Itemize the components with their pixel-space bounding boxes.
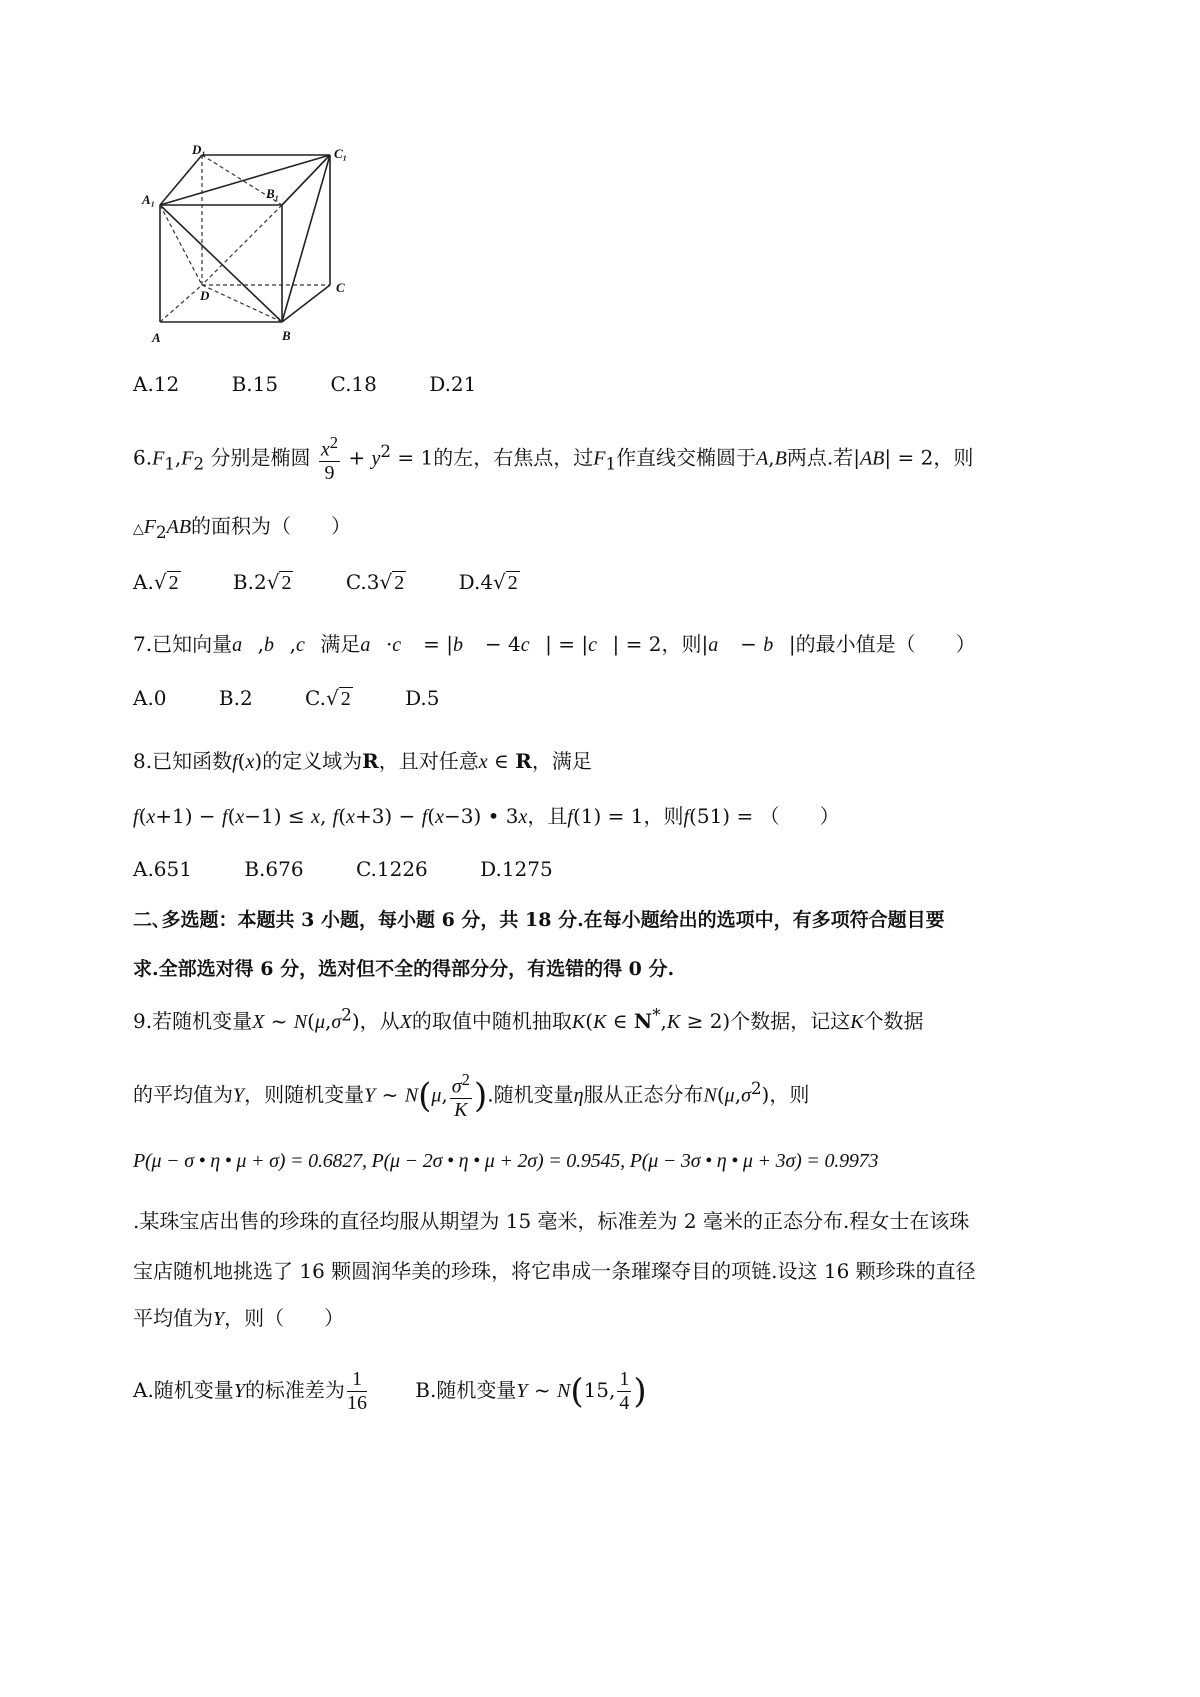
q8-line2: f(x+1) − f(x−1) ≤ x, f(x+3) − f(x−3) • 3x，且f(1) = 1，则f(51) = （ ） bbox=[133, 804, 840, 828]
cube-figure bbox=[140, 142, 370, 350]
q8-option-d[interactable]: D.1275 bbox=[480, 857, 553, 881]
ellipse-fraction: $\frac{x^2}{9}$ bbox=[320, 432, 339, 485]
label-C1: C₁ bbox=[334, 146, 348, 161]
q6-text-5: ，则 bbox=[933, 445, 974, 470]
q6-text-1: 分别是椭圆 bbox=[210, 445, 311, 470]
q6-text-2: 的左，右焦点，过 bbox=[433, 445, 594, 470]
label-C: C bbox=[336, 280, 345, 295]
q9-line3: P(μ − σ • η • μ + σ) = 0.6827, P(μ − 2σ • η • μ + 2σ) = 0.9545, P(μ − 3σ • η • μ + 3σ) = 0.9973 bbox=[133, 1150, 879, 1172]
q8-stem: 8.已知函数f(x)的定义域为R，且对任意x ∈ R，满足 bbox=[133, 749, 592, 773]
q5-option-d[interactable]: D.21 bbox=[429, 372, 477, 396]
q9-line1: 9.若随机变量X ~ $N(\mu,\sigma^2)$，从X的取值中随机抽取K(K ∈ N*,K ≥ 2)个数据，记这K个数据 bbox=[133, 1005, 924, 1033]
section2-line1: 二､多选题：本题共 3 小题，每小题 6 分，共 18 分.在每小题给出的选项中，有多项符合题目要 bbox=[133, 909, 945, 931]
q8-option-c[interactable]: C.1226 bbox=[355, 857, 428, 881]
q6-text-4: 两点.若 bbox=[786, 445, 854, 470]
q7-stem: 7.已知向量a⃗,b⃗,c⃗满足a⃗·c⃗ = |b⃗ − 4c⃗| = |c⃗| = 2，则|a⃗ − b⃗|的最小值是（ ） bbox=[133, 632, 976, 656]
q8-option-a[interactable]: A.651 bbox=[133, 857, 192, 881]
q6-number: 6. bbox=[133, 445, 153, 470]
label-A1: A₁ bbox=[142, 192, 156, 207]
q8-option-b[interactable]: B.676 bbox=[244, 857, 304, 881]
q9-option-a[interactable]: A.随机变量Y的标准差为 $\frac{1}{16}$ bbox=[133, 1368, 367, 1414]
q9-line4: .某珠宝店出售的珍珠的直径均服从期望为 15 毫米，标准差为 2 毫米的正态分布.程女士在该珠 bbox=[133, 1209, 970, 1233]
q7-option-a[interactable]: A.0 bbox=[133, 686, 167, 710]
q7-option-c[interactable]: C.√ 2 bbox=[305, 686, 351, 710]
q6-line2: $\triangle F_2AB$的面积为（ ） bbox=[133, 514, 352, 542]
q5-option-a[interactable]: A.12 bbox=[133, 372, 180, 396]
q8-options bbox=[133, 857, 599, 881]
q5-option-c[interactable]: C.18 bbox=[330, 372, 377, 396]
q5-options bbox=[133, 372, 522, 396]
q6-option-d[interactable]: D.4√ 2 bbox=[458, 570, 518, 594]
q6-option-a[interactable]: A.√ 2 bbox=[133, 570, 179, 594]
q9-line2: 的平均值为Y，则随机变量Y ~ N(μ, $\frac{\sigma^2}{K}$ ).随机变量η服从正态分布$N(\mu,\sigma^2)$，则 bbox=[133, 1069, 810, 1122]
q9-option-b[interactable]: B.随机变量Y ~ N(15, $\frac{1}{4}$ ) bbox=[415, 1368, 647, 1414]
q7-options bbox=[133, 686, 486, 711]
label-D: D bbox=[200, 288, 210, 303]
label-B1: B₁ bbox=[266, 186, 280, 201]
label-D1: D₁ bbox=[192, 142, 206, 157]
q9-options bbox=[133, 1360, 647, 1422]
q6-text-3: 作直线交椭圆于 bbox=[616, 445, 757, 470]
section2-line2: 求.全部选对得 6 分，选对但不全的得部分分，有选错的得 0 分. bbox=[133, 958, 675, 980]
q7-option-b[interactable]: B.2 bbox=[218, 686, 253, 710]
q6-line2-text: 的面积为（ ） bbox=[191, 514, 352, 538]
q7-option-d[interactable]: D.5 bbox=[405, 686, 440, 710]
q6-option-b[interactable]: B.2√ 2 bbox=[232, 570, 292, 594]
q6-line1: $6.F_1,F_2$ 分别是椭圆 $\frac{x^2}{9}$ + $y^2 = 1$的左，右焦点，过$F_1$作直线交椭圆于A,B两点.若|AB| = 2，则 bbox=[133, 432, 974, 485]
q6-options bbox=[133, 570, 566, 595]
q9-line6: 平均值为Y，则（ ） bbox=[133, 1306, 345, 1330]
q9-line5: 宝店随机地挑选了 16 颗圆润华美的珍珠，将它串成一条璀璨夺目的项链.设这 16 颗珍珠的直径 bbox=[133, 1259, 976, 1283]
q6-option-c[interactable]: C.3√ 2 bbox=[345, 570, 405, 594]
label-A: A bbox=[152, 330, 161, 345]
label-B: B bbox=[282, 328, 291, 343]
q5-option-b[interactable]: B.15 bbox=[231, 372, 279, 396]
